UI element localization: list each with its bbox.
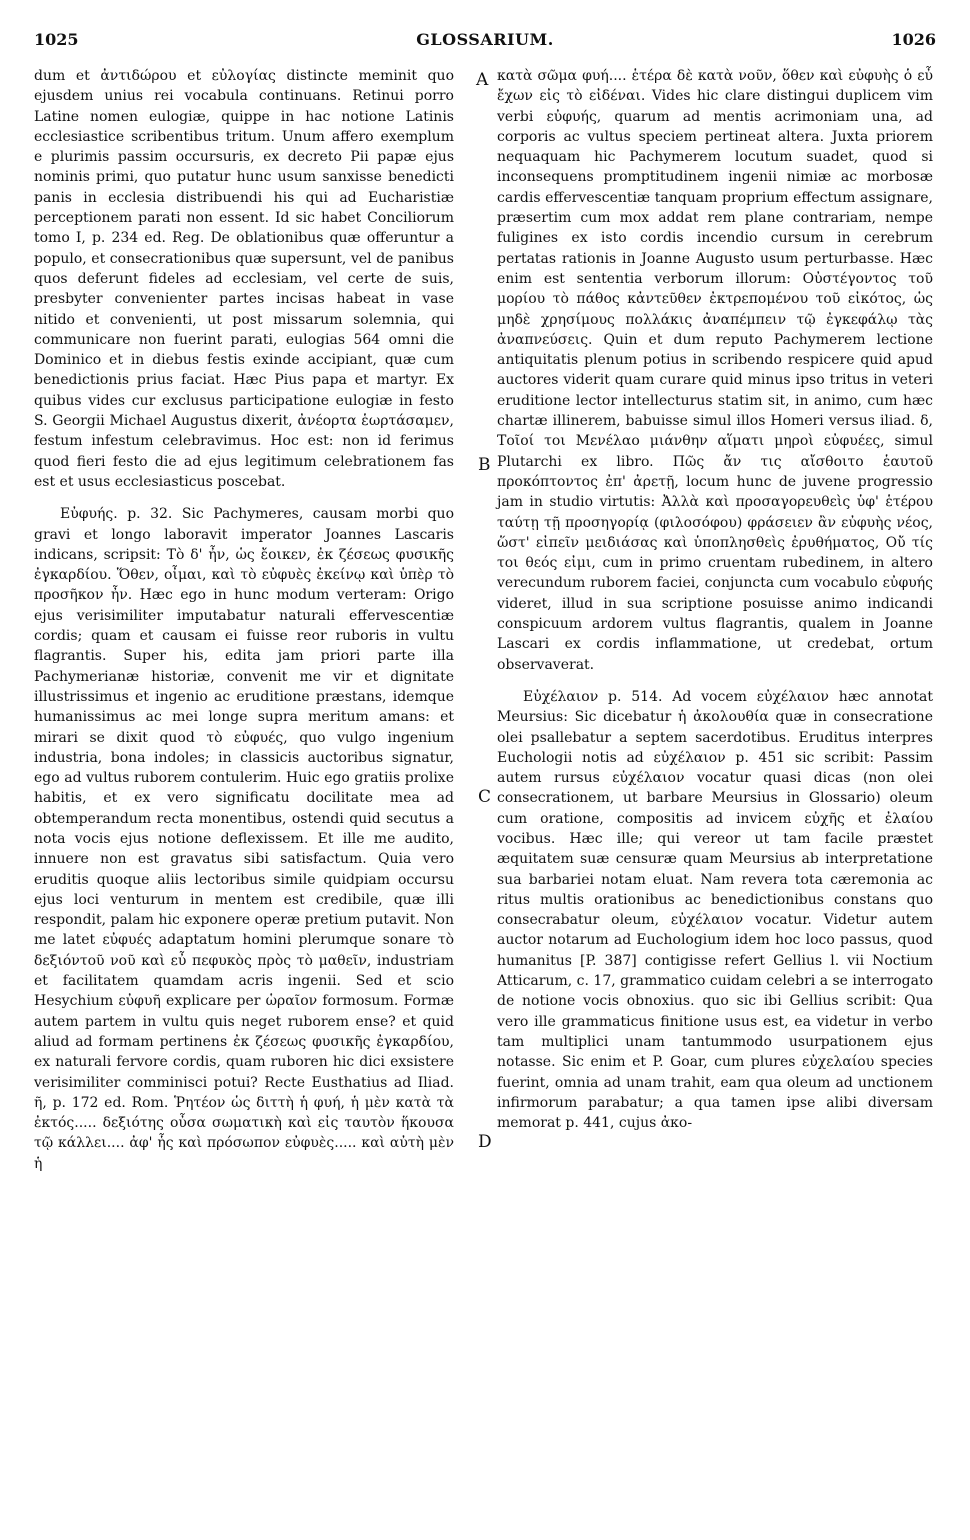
page-number-right: 1026 [891,30,936,49]
margin-letter-d: D [478,1132,492,1152]
running-header [34,30,936,56]
page-number-left: 1025 [34,30,79,49]
paragraph-eulogia-continued: dum et ἀντιδώρου et εὐλογίας distincte meminit quo ejusdem unius rei vocabula continuans. Retinui porro Latine nomen eulogiæ, quippe in hac notione Latinis ecclesiastice scribentibus tritum. Unum affero exemplum e plurimis passim occursuris, ex decreto Pii papæ ejus nominis primi, quo putatur hunc usum sanxisse benedicti panis in ecclesia distribuendi his qui ad Eucharistiæ perceptionem parati non essent. Id sic habet Conciliorum tomo I, p. 234 ed. Reg. De oblationibus quæ offeruntur a populo, et consecrationibus quæ supersunt, vel de panibus quos deferunt fideles ad ecclesiam, vel certe de suis, presbyter convenienter partes incisas habeat in vase nitido et convenienti, ut post missarum solemnia, qui communicare non fuerint parati, eulogias 564 omni die Dominico et in diebus festis exinde accipiant, quæ cum benedictionis prius faciat. Hæc Pius papa et martyr. Ex quibus vides cur exclusus participatione eulogiæ in festo S. Georgii Michael Augustus dixerit, ἀνέορτα ἑωρτάσαμεν, festum infestum celebravimus. Hoc est: non id ferimus quod fieri festo die ad ejus legitimum celebrationem fas est et usus ecclesiasticus poscebat. [34,68,454,490]
left-column [34,66,454,1174]
paragraph-euphyes-continued: κατὰ σῶμα φυή.... ἑτέρα δὲ κατὰ νοῦν, ὅθεν καὶ εὐφυὴς ὁ εὖ ἔχων εἰς τὸ εἰδέναι. Vides hic clare distingui duplicem vim verbi εὐφυής, quarum ad mentis acrimoniam una, ad corporis ac vultus speciem pertineat altera. Juxta priorem nequaquam hic Pachymerem locutum suadet, quod si inconsequens promptitudinem ingenii nimiæ ac morbosæ cardis effervescentiæ tanquam proprium effectum assignare, præsertim cum mox addat rem plane contrariam, nempe fuligines ex isto cordis incendio cursum in cerebrum pertatas rationis in Joanne Augusto usum perturbasse. Hæc enim est sententia verborum illorum: Οὐστέγοντος τοῦ μορίου τὸ πάθος κἀντεῦθεν ἐκτρεπομένου τοῦ εἰκότος, ὡς μηδὲ χρησίμους πολλάκις ἀναπέμπειν τῷ ἐγκεφάλῳ τὰς ἀναπνεύσεις. Quin et dum reputo Pachymerem lectione antiquitatis plenum potius in scribendo respicere quid apud auctores viderit quam curare quid minus ipso tritus in veteri eruditione lector intellecturus statim sit, in animo, cum hæc chartæ illinerem, babuisse simul illos Homeri versus iliad. δ, Τοῖοί τοι Μενέλαο μιάνθην αἵματι μηροὶ εὐφυέες, simul Plutarchi ex libro. Πῶς ἄν τις αἴσθοιτο ἑαυτοῦ προκόπτοντος ἐπ' ἀρετῇ, locum hunc de juvene progressio jam in studio virtutis: Ἀλλὰ καὶ προσαγορευθεὶς ὑφ' ἑτέρου ταύτῃ τῇ προσηγορίᾳ (φιλοσόφου) φράσειεν ἂν εὐφυὴς νέος, ὥστ' εἰπεῖν μειδιάσας καὶ ὑποπλησθεὶς ἐρυθήματος, Οὔ τίς τοι θεός εἰμι, cum in primo cruentam rubedinem, in altero verecundum ruborem faciei, conjuncta cum vocabulo εὐφυής videret, illud in sua scriptione posuisse animo indicandi conspicuum ardorem vultus flagrantis, qualem in Joanne Lascari ex cordis inflammatione, ut credebat, ortum observaverat. [497,68,933,673]
entry-euphyes: Εὐφυής. p. 32. Sic Pachymeres, causam morbi quo gravi et longo laboravit imperator Joannes Lascaris indicans, scripsit: Τὸ δ' ἦν, ὡς ἔοικεν, ἐκ ζέσεως φυσικῆς ἐγκαρδίου. Ὅθεν, οἶμαι, καὶ τὸ εὐφυὲς ἐκείνῳ καὶ ὑπὲρ τὸ προσῆκον ἦν. Hæc ego in hunc modum verteram: Origo ejus verisimiliter imputabatur naturali effervescentiæ cordis; quam et causam ei fuisse reor ruboris in vultu flagrantis. Super his, edita jam priori parte illa Pachymerianæ historiæ, convenit me vir et dignitate illustrissimus et ingenio ac eruditione præstans, idemque humanissimus ac mei longe supra meritum amans: et mirari se dixit quod τὸ εὐφυές, quo vulgo ingenium industria, bona indoles; in classicis auctoribus signatur, ego ad vultus ruborem contulerim. Huic ego gratiis prolixe habitis, et ex vero significatu docilitate mea ad obtemperandum recta monentibus, ostendi quid secutus a nota vocis ejus notione deflexissem. Et ille me audito, innuere non est gravatus sibi satisfactum. Quia vero eruditis quoque aliis lectoribus simile quidpiam occursu ejus loci venturum in mentem est credibile, quæ illi respondit, palam hic exponere operæ pretium putavit. Non me latet εὐφυές adaptatum homini plerumque sonare τὸ δεξιόντοῦ νοῦ καὶ εὖ πεφυκὸς πρὸς τὸ μαθεῖν, industriam et facilitatem quamdam acris ingenii. Sed et scio Hesychium εὐφυῆ explicare per ὡραῖον formosum. Formæ autem partem in vultu quis neget ruborem ense? et quid aliud ad formam pertinens ἐκ ζέσεως φυσικῆς ἐγκαρδίου, ex naturali fervore cordis, quam ruboren hic dici exsistere verisimiliter comminisci potui? Recte Eusthatius ad Iliad. ῆ, p. 172 ed. Rom. Ῥητέον ὡς διττὴ ἡ φυή, ἡ μὲν κατὰ τὰ ἐκτός..... δεξιότης οὖσα σωματικὴ καὶ εἰς ταυτὸν ἥκουσα τῷ κάλλει.... ἀφ' ἧς καὶ πρόσωπον εὐφυὲς..... καὶ αὐτὴ μὲν ἡ [34,506,454,1172]
margin-letter-b: B [478,455,491,475]
paragraph-gap [34,492,454,504]
paragraph-gap [497,675,933,687]
margin-letter-a: A [476,70,489,90]
entry-euchelaion: Εὐχέλαιον p. 514. Ad vocem εὐχέλαιον hæc annotat Meursius: Sic dicebatur ἡ ἀκολουθία quæ in consecratione olei psallebatur a septem sacerdotibus. Eruditus interpres Euchologii notis ad εὐχέλαιον p. 451 sic scribit: Passim autem rursus εὐχέλαιον vocatur quasi dicas (non olei consecrationem, ut barbare Meursius in Glossario) oleum cum oratione, compositis ad invicem εὐχῆς et ἐλαίου vocibus. Hæc ille; qui vereor ut tam facile præstet æquitatem suæ censuræ quam Meursius ab interpretatione sua barbariei notam eluat. Nam revera tota cæremonia ac ritus multis orationibus ac benedictionibus constans quo consecrabatur oleum, εὐχέλαιον vocatur. Videtur autem auctor notarum ad Euchologium idem hoc loco passus, quod humanitus [P. 387] contigisse refert Gellius l. vii Noctium Atticarum, c. 17, grammatico cuidam celebri a se interrogato de notione vocis obnoxius. quo sic ibi Gellius scribit: Qua vero ille grammaticus finitione usus est, ea videtur in verbo tam multiplici unam tantummodo usurpationem ejus notasse. Sic enim et P. Goar, cum plures εὐχελαίου species fuerint, omnia ad unam trahit, eam qua oleum ad unctionem infirmorum parabatur; a qua tamen ipse alibi diversam memorat p. 441, cujus ἀκο- [497,688,933,1132]
margin-letter-c: C [478,787,492,807]
running-title: GLOSSARIUM. [416,30,554,49]
right-column [497,66,933,1133]
